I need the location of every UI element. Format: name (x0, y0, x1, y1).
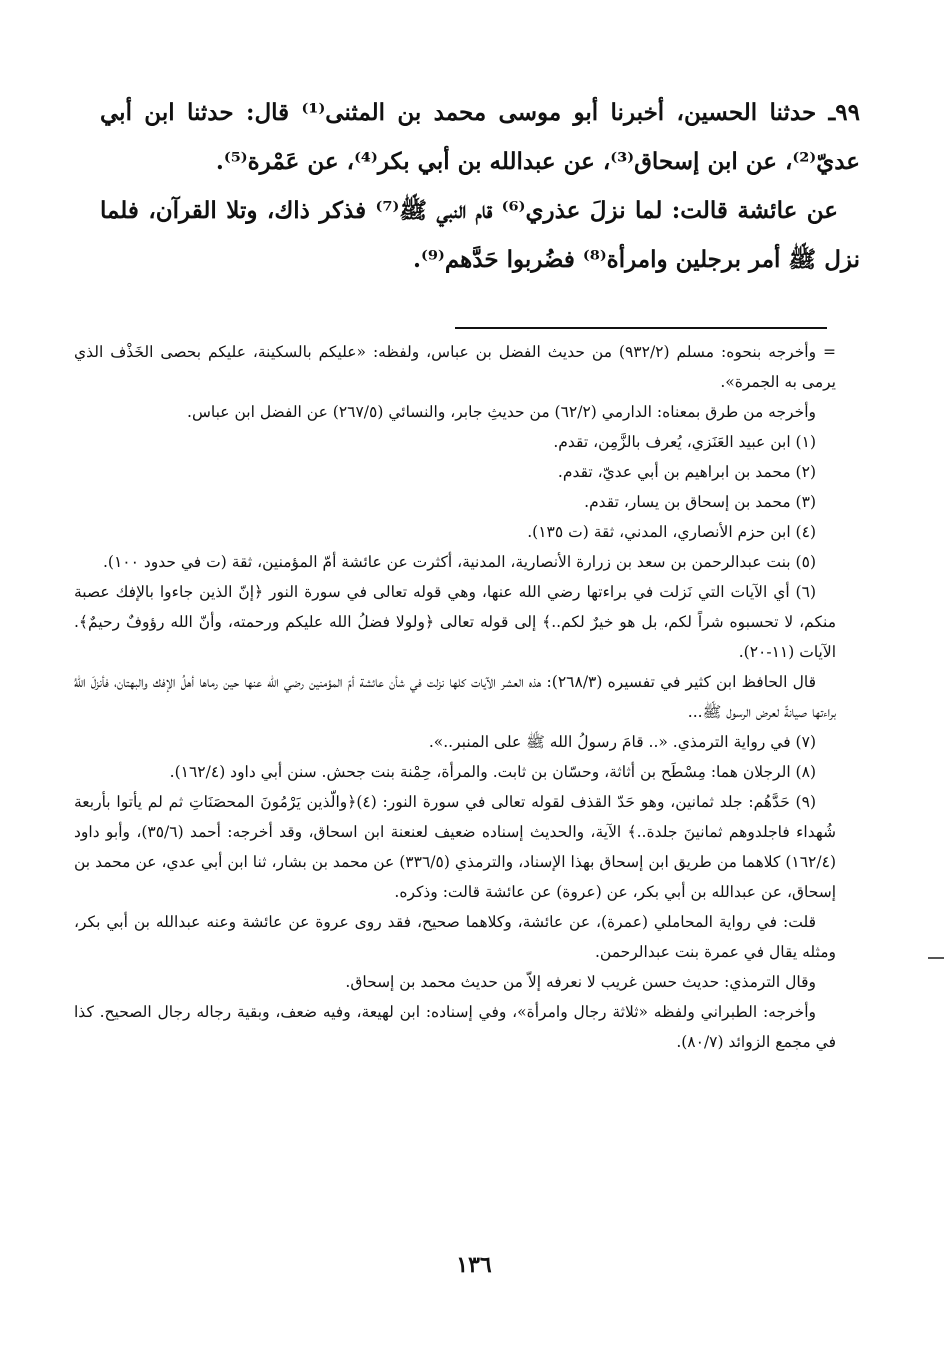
footnotes-section (74, 337, 836, 1057)
footnote-1: (١) ابن عبيد العَنَزي، يُعرف بالزَّمِن، تقدم. (553, 433, 816, 451)
hadith-isnad: ٩٩ـ حدثنا الحسين، أخبرنا أبو موسى محمد بن المثنى⁽¹⁾ قال: حدثنا ابن أبي عديّ⁽²⁾، عن ابن إسحاق⁽³⁾، عن عبدالله بن أبي بكر⁽⁴⁾، عن عَمْرة⁽⁵⁾. (100, 99, 860, 175)
page-number: ١٣٦ (456, 1252, 492, 1278)
hadith-matn: عن عائشة قالت: لما نزلَ عذري⁽⁶⁾ قام النبي ﷺ⁽⁷⁾ فذكر ذاك، وتلا القرآن، فلما نزل ﷺ أمر برجلين وامرأة⁽⁸⁾ فضُربوا حَدَّهم⁽⁹⁾. (100, 197, 860, 273)
footnote-8: (٨) الرجلان هما: مِسْطَح بن أثاثة، وحسّان بن ثابت. والمرأة، حِمْنة بنت جحش. سنن أبي داود (١٦٢/٤). (169, 763, 816, 781)
footnote-6: (٦) أي الآيات التي نَزلت في براءتها رضي الله عنها، وهي قوله تعالى في سورة النور ﴿إنّ الذين جاءوا بالإفك عصبة منكم، لا تحسبوه شراً لكم، بل هو خيرٌ لكم..﴾ إلى قوله تعالى ﴿ولولا فضلُ الله عليكم ورحمته، وأنّ الله رؤوفٌ رحيمٌ﴾. الآيات (١١-٢٠). (74, 583, 836, 661)
footnote-7: (٧) في رواية الترمذي. «.. قامَ رسولُ الله ﷺ على المنبر..». (428, 733, 816, 751)
footnote-6-commentary: قال الحافظ ابن كثير في تفسيره (٢٦٨/٣): هذه العشر الآيات كلها نزلت في شأن عائشة أمّ المؤمنين رضي الله عنها حين رماها أهلُ الإفك والبهتان، فأنزلَ اللهُ براءتها صيانةً لعرض الرسول ﷺ... (74, 673, 836, 721)
footnote-continuation: = وأخرجه بنحوه: مسلم (٩٣٢/٢) من حديث الفضل بن عباس، ولفظه: «عليكم بالسكينة، عليكم بحصى الخَذْف الذي يرمى به الجمرة». (74, 343, 836, 391)
footnote-2: (٢) محمد بن ابراهيم بن أبي عديّ، تقدم. (557, 463, 816, 481)
footnote-4: (٤) ابن حزم الأنصاري، المدني، ثقة (ت ١٣٥). (527, 523, 816, 541)
footnote-3: (٣) محمد بن إسحاق بن يسار، تقدم. (584, 493, 816, 511)
footnote-5: (٥) بنت عبدالرحمن بن سعد بن زرارة الأنصارية، المدنية، أكثرت عن عائشة أمّ المؤمنين، ثقة (ت في حدود ١٠٠). (102, 553, 816, 571)
footnote-9-tabarani: وأخرجه: الطبراني ولفظه «ثلاثة رجال وامرأة»، وفي إسناده: ابن لهيعة، وفيه ضعف، وبقية رجاله رجال الصحيح. كذا في مجمع الزوائد (٨٠/٧). (74, 1003, 836, 1051)
footnote-continuation: وأخرجه من طرق بمعناه: الدارمي (٦٢/٢) من حديثِ جابر، والنسائي (٢٦٧/٥) عن الفضل ابن عباس. (187, 403, 816, 421)
footnote-separator (455, 327, 827, 329)
footnote-9-note: قلت: في رواية المحاملي (عمرة)، عن عائشة، وكلاهما صحيح، فقد روى عروة عن عائشة وعنه عبدالله بن أبي بكر، ومثله يقال في عمرة بنت عبدالرحمن. (74, 913, 836, 961)
footnote-9-tirmidhi: وقال الترمذي: حديث حسن غريب لا نعرفه إلاّ من حديث محمد بن إسحاق. (345, 973, 816, 991)
hadith-text (100, 88, 860, 284)
footnote-9: (٩) حَدَّهُم: جلد ثمانين، وهو حَدّ القذف لقوله تعالى في سورة النور: (٤)﴿والّذين يَرْمُونَ المحصَنَاتِ ثم لم يأتوا بأربعة شُهداء فاجلدوهم ثمانينَ جلدة..﴾ الآية، والحديث إسناده ضعيف لعنعنة ابن اسحاق، وقد أخرجه: أحمد (٣٥/٦)، وأبو داود (١٦٢/٤) كلاهما من طريق ابن إسحاق بهذا الإسناد، والترمذي (٣٣٦/٥) عن محمد بن بشار، ثنا ابن أبي عدي، عن محمد بن إسحاق، عن عبدالله بن أبي بكر، عن (عروة) عن عائشة قالت: وذكره. (74, 793, 836, 901)
margin-mark (928, 957, 944, 959)
